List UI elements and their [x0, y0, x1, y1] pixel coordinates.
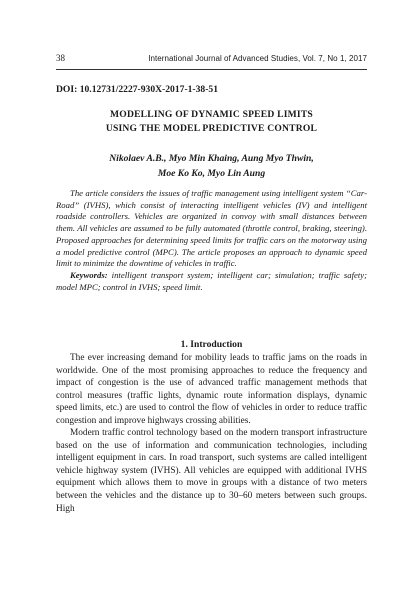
authors-line: Nikolaev A.B., Myo Min Khaing, Aung Myo Thwin, — [109, 153, 314, 164]
header-rule — [56, 69, 367, 70]
author-list — [56, 152, 367, 181]
abstract-text: The article considers the issues of traffic management using intelligent system “Car-Road” (IVHS), which consist of interacting intelligent vehicles (IV) and intelligent roadside controllers. Vehicles are organized in convoy with small distances between them. All vehicles are assumed to be fully automated (throttle control, braking, steering). Proposed approaches for determining speed limits for traffic cars on the motorway using a model predictive control (MPC). The article proposes an approach to dynamic speed limit to minimize the downtime of vehicles in traffic. — [56, 188, 367, 269]
abstract — [56, 188, 367, 293]
running-header — [56, 53, 367, 63]
page-number: 38 — [56, 53, 65, 63]
paragraph: The ever increasing demand for mobility leads to traffic jams on the roads in worldwide. One of the most promising approaches to reduce the frequency and impact of congestion is the use of advanced traffic management methods that control measures (traffic lights, dynamic route information displays, dynamic speed limits, etc.) are used to control the flow of vehicles in order to reduce traffic congestion and improve highways crossing abilities. — [56, 353, 367, 426]
keywords-list: intelligent transport system; intelligent car; simulation; traffic safety; model MPC; control in IVHS; speed limit. — [56, 269, 367, 292]
journal-citation: International Journal of Advanced Studies, Vol. 7, No 1, 2017 — [148, 54, 367, 63]
article-title — [56, 108, 367, 136]
section-heading: 1. Introduction — [180, 339, 243, 350]
keywords-label: Keywords: — [70, 269, 108, 280]
title-line: MODELLING OF DYNAMIC SPEED LIMITS — [110, 109, 313, 120]
doi: DOI: 10.12731/2227-930X-2017-1-38-51 — [56, 84, 219, 95]
paragraph: Modern traffic control technology based on the modern transport infrastructure based on the use of information and communication technologies, including intelligent equipment in cars. In road transport, such systems are called intelligent vehicle highway system (IVHS). All vehicles are equipped with additional IVHS equipment which allows them to move in groups with a distance of two meters between the vehicles and the distance up to 30–60 meters between such groups. High — [56, 428, 367, 514]
title-line: USING THE MODEL PREDICTIVE CONTROL — [105, 123, 318, 134]
body-text — [56, 352, 367, 515]
keywords — [56, 270, 367, 293]
authors-line: Moe Ko Ko, Myo Lin Aung — [157, 167, 266, 179]
